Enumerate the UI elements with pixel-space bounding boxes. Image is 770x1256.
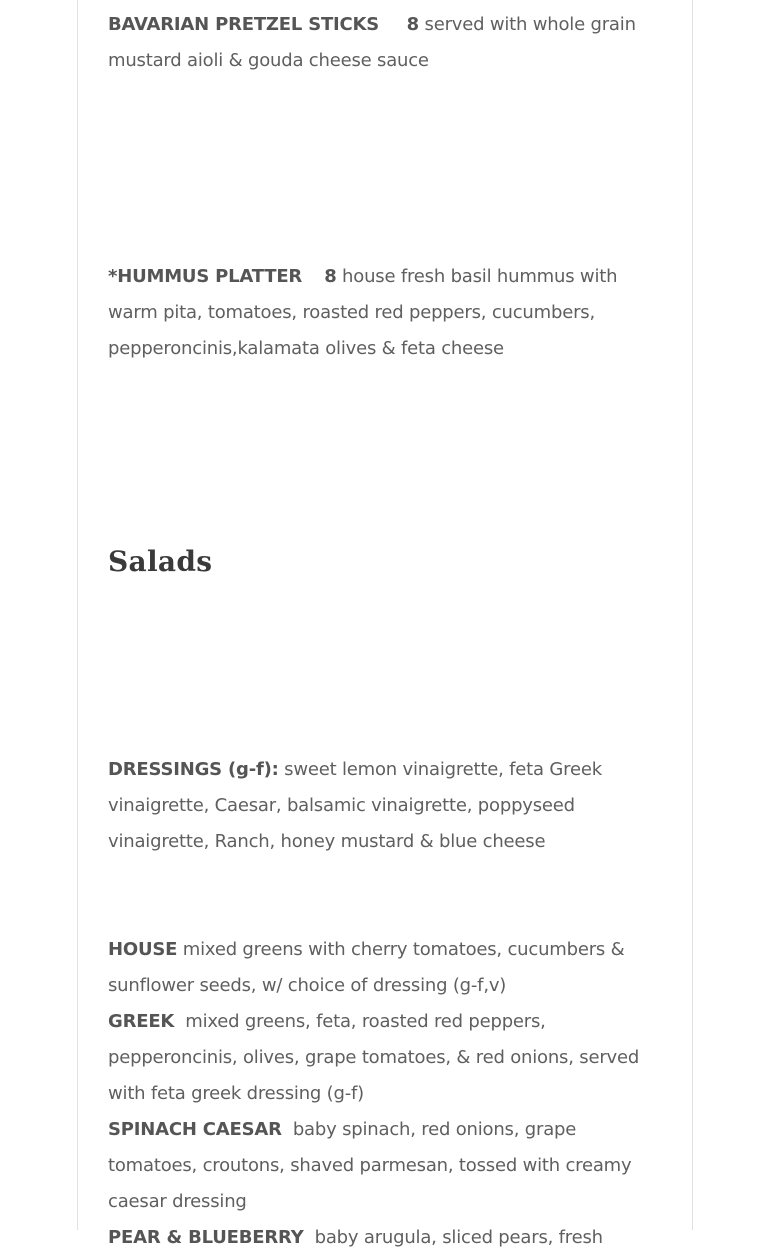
salad-list [108,932,670,1256]
salad-name: GREEK [108,1011,175,1032]
menu-item-price: 8 [406,14,419,35]
salad-name: PEAR & BLUEBERRY [108,1227,304,1248]
salad-item-house [108,932,670,1004]
salad-item-greek [108,1004,670,1112]
salad-name: SPINACH CAESAR [108,1119,282,1140]
salad-description: baby spinach, red onions, grape tomatoes, croutons, shaved parmesan, tossed with creamy caesar dressing [108,1119,632,1212]
dressings-list: sweet lemon vinaigrette, feta Greek vinaigrette, Caesar, balsamic vinaigrette, poppyseed vinaigrette, Ranch, honey mustard & blue cheese [108,759,602,852]
dressings-label: DRESSINGS (g-f): [108,759,279,780]
salad-description: mixed greens, feta, roasted red peppers, pepperoncinis, olives, grape tomatoes, & red onions, served with feta greek dressing (g-f) [108,1011,640,1104]
salad-item-spinach-caesar [108,1112,670,1220]
salad-description: baby arugula, sliced pears, fresh [314,1227,603,1248]
salad-name: HOUSE [108,939,178,960]
menu-item-pretzel-sticks [108,7,670,79]
menu-item-description: served with whole grain mustard aioli & gouda cheese sauce [108,14,636,71]
menu-item-price: 8 [324,266,337,287]
section-heading-salads: Salads [108,545,213,578]
salad-dressings [108,752,670,860]
menu-item-name: *HUMMUS PLATTER [108,266,303,287]
menu-item-name: BAVARIAN PRETZEL STICKS [108,14,380,35]
salad-item-pear-blueberry [108,1220,670,1256]
menu-item-description: house fresh basil hummus with warm pita, tomatoes, roasted red peppers, cucumbers, pepperoncinis,kalamata olives & feta cheese [108,266,618,359]
menu-page [77,0,693,1248]
menu-item-hummus-platter [108,259,670,367]
salad-description: mixed greens with cherry tomatoes, cucumbers & sunflower seeds, w/ choice of dressing (g-f,v) [108,939,625,996]
